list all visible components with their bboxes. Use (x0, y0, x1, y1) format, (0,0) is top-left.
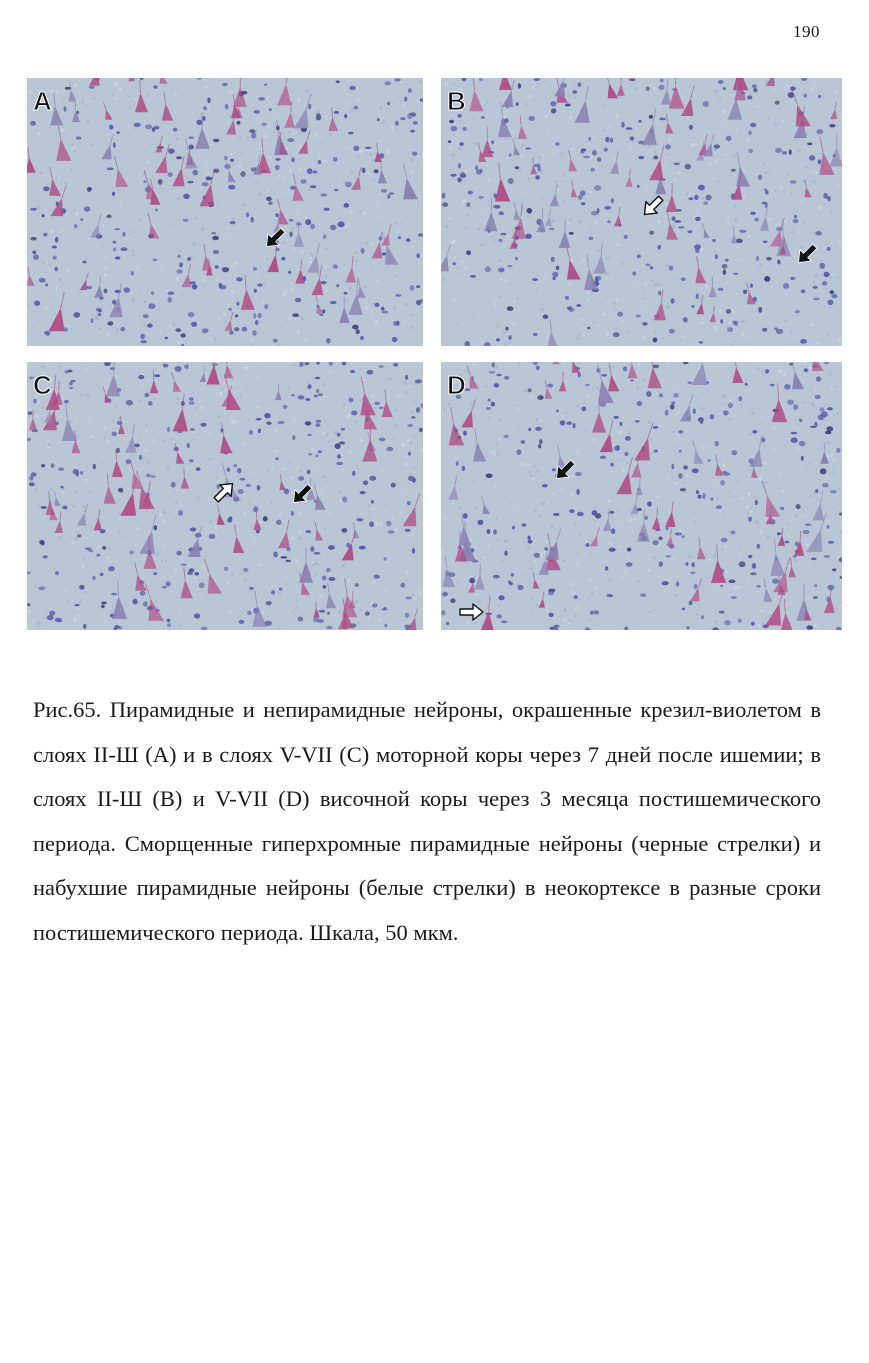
panel-d-label: D (447, 370, 466, 400)
figure-caption: Рис.65. Пирамидные и непирамидные нейроны, окрашенные крезил-виолетом в слоях II-Ш (А) и в слоях V-VII (С) моторной коры через 7 дней после ишемии; в слоях II-Ш (В) и V-VII (D) височной коры через 3 месяца постишемического периода. Сморщенные гиперхромные пирамидные нейроны (черные стрелки) и набухшие пирамидные нейроны (белые стрелки) в неокортексе в разные сроки постишемического периода. Шкала, 50 мкм. (33, 697, 821, 945)
panel-d-image (441, 362, 842, 630)
micrograph-panel-a (27, 78, 423, 346)
micrograph-figure (27, 78, 842, 630)
panel-c-label: C (33, 370, 52, 400)
panel-c-image (27, 362, 423, 630)
panel-b-image (441, 78, 842, 346)
panel-b-label: B (447, 86, 466, 116)
panel-a-image (27, 78, 423, 346)
panel-a-label: A (33, 86, 52, 116)
micrograph-panel-b (441, 78, 842, 346)
micrograph-panel-c (27, 362, 423, 630)
micrograph-panel-d (441, 362, 842, 630)
page-number: 190 (793, 22, 820, 41)
